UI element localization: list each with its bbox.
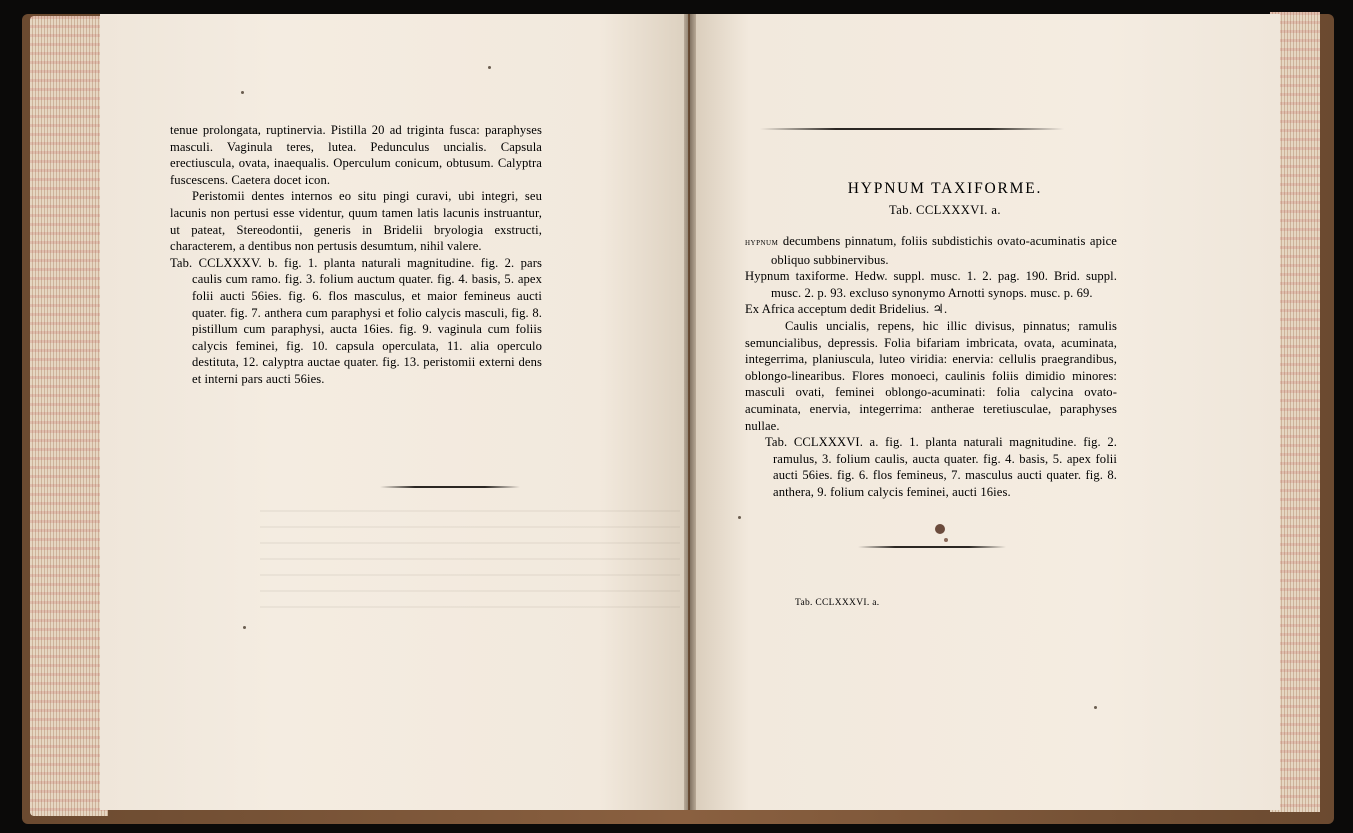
catchword: Tab. CCLXXXVI. a. (795, 598, 880, 608)
foxing-spot (243, 626, 246, 629)
plate-label: Tab. CCLXXXVI. a. (889, 203, 1001, 217)
foxing-spot (738, 516, 741, 519)
section-divider (858, 546, 1006, 548)
origin-line: Ex Africa acceptum dedit Bridelius. ♃. (745, 302, 948, 317)
diagnosis-text: decumbens pinnatum, foliis subdistichis ovato-acuminatis apice obliquo subbinervibus. (771, 234, 1118, 267)
ornament-dot-small (944, 538, 948, 542)
book-gutter (684, 14, 696, 810)
bleed-through-text (260, 510, 680, 620)
description-paragraph: tenue prolongata, ruptinervia. Pistilla 20 ad triginta fusca: paraphyses masculi. Vaginula teres, lutea. Pedunculus uncialis. Capsula erectiuscula, ovata, inaequalis. Operculum conicum, obtusum. Calyptra fuscescens. Caetera docet icon. (170, 123, 542, 187)
foxing-spot (488, 66, 491, 69)
left-page-edges (30, 16, 108, 816)
foxing-spot (241, 91, 244, 94)
header-rule (760, 128, 1064, 130)
diagnosis-lead: hypnum (745, 237, 779, 248)
peristome-paragraph: Peristomii dentes internos eo situ pingi curavi, ubi integri, seu lacunis non pertusi esse videntur, quum tamen latis lacunis instruantur, ut pateat, Stereodontii, generis in Bridelii bryologia exstructi, characterem, a dentibus non pertusis desumtum, nihil valere. (170, 189, 542, 254)
ornament-dot (935, 524, 945, 534)
synonymy-paragraph: Hypnum taxiforme. Hedw. suppl. musc. 1. 2. pag. 190. Brid. suppl. musc. 2. p. 93. excluso synonymo Arnotti synops. musc. p. 69. (745, 269, 1117, 300)
right-page-text (745, 233, 1117, 501)
plate-explanation: Tab. CCLXXXVI. a. fig. 1. planta naturali magnitudine. fig. 2. ramulus, 3. folium caulis, aucta quater. fig. 4. basis, 5. apex folii aucti 56ies. fig. 6. flos femineus, 7. masculus aucti quater. fig. 8. anthera, 9. folium calycis feminei, aucti 16ies. (765, 435, 1117, 499)
foxing-spot (1094, 706, 1097, 709)
species-title: HYPNUM TAXIFORME. (847, 180, 1043, 197)
section-divider (380, 486, 520, 488)
plate-explanation: Tab. CCLXXXV. b. fig. 1. planta naturali magnitudine. fig. 2. pars caulis cum ramo. fig. 3. folium auctum quater. fig. 4. basis, 5. apex folii aucti 56ies. fig. 6. flos masculus, et maior femineus aucti quater. fig. 7. anthera cum paraphysi et folio calycis masculi, fig. 8. pistillum cum paraphysi, aucta 16ies. fig. 9. vaginula cum foliis calycis feminei, fig. 10. capsula operculata, 11. alia operculo destituta, 12. calyptra auctae quater. fig. 13. peristomii externi dens et interni pars aucti 56ies. (170, 255, 542, 386)
diagnosis-paragraph (745, 233, 1117, 268)
species-description: Caulis uncialis, repens, hic illic divisus, pinnatus; ramulis semuncialibus, depressis. Folia bifariam imbricata, ovata, acuminata, integerrima, planiuscula, luteo viridia: enervia: cellulis praegrandibus, oblongo-linearibus. Flores monoeci, caulinis foliis dimidio minores: masculi ovati, feminei oblongo-acuminati: folia calycina ovato-acuminata, enervia, integerrima: antherae teretiusculae, paraphyses nullae. (745, 318, 1117, 433)
left-page-text (170, 122, 542, 388)
